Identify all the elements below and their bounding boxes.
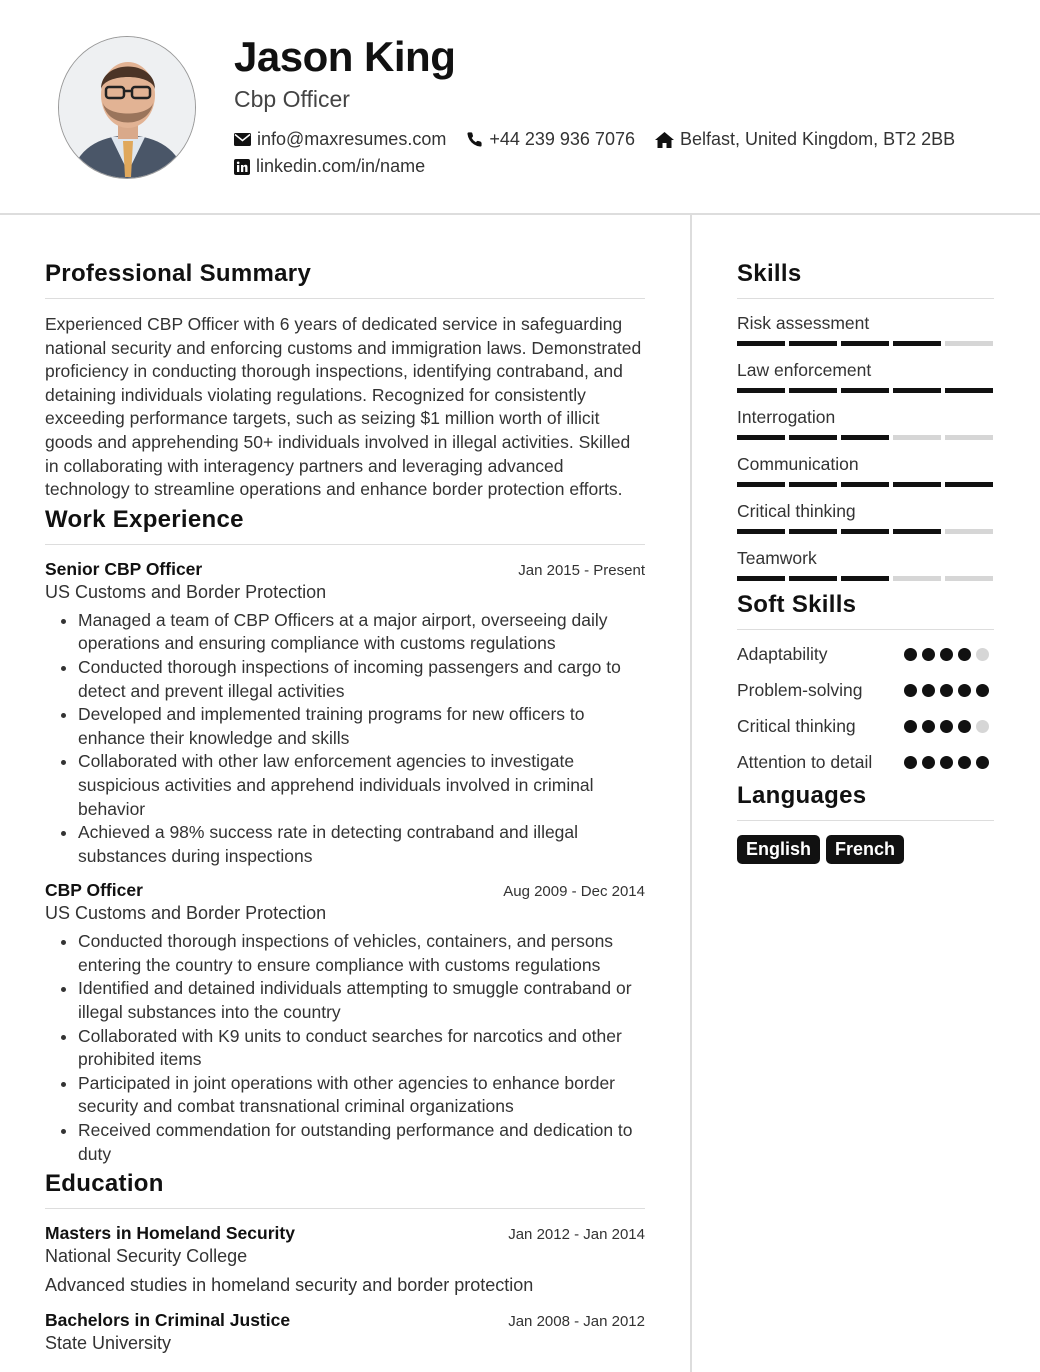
job-organization: US Customs and Border Protection [45,581,327,602]
profile-photo [58,36,196,179]
education-date: Jan 2012 - Jan 2014 [508,1226,645,1244]
skill-level-segment [789,529,837,534]
language-tag: English [737,835,820,864]
person-photo-icon [59,37,196,179]
skills-list [737,313,994,581]
skill-level-segment [841,435,889,440]
skill-label: Teamwork [737,548,817,568]
job-bullet: • Participated in joint operations with other agencies to enhance border security and combat transnational criminal organizations [78,1072,645,1119]
skill-level-segment [945,482,993,487]
skill-item [737,407,994,440]
skill-level-segment [789,388,837,393]
rating-dot [922,648,935,661]
contact-phone[interactable] [466,129,635,150]
soft-skills-heading: Soft Skills [737,591,994,630]
languages-list [737,835,994,864]
skill-level-segment [737,341,785,346]
rating-dot [976,648,989,661]
skill-level-segment [893,482,941,487]
skill-level-segment [789,576,837,581]
soft-skill-item [737,714,994,738]
home-icon [655,132,674,148]
language-tag: French [826,835,904,864]
skill-level-segment [945,341,993,346]
degree-title: Masters in Homeland Security [45,1223,295,1244]
skills-heading: Skills [737,260,994,299]
sidebar-column [737,260,994,864]
soft-skill-item [737,678,994,702]
job-bullet: • Collaborated with K9 units to conduct searches for narcotics and other prohibited items [78,1025,645,1072]
rating-dot [940,684,953,697]
rating-dot [940,648,953,661]
job-bullet: • Conducted thorough inspections of incoming passengers and cargo to detect and prevent illegal activities [78,656,645,703]
job-bullet: • Collaborated with other law enforcement agencies to investigate suspicious activities and apprehend individuals involved in criminal behavior [78,750,645,821]
skill-level-segment [945,388,993,393]
soft-skill-label: Attention to detail [737,752,873,772]
skill-level-segment [737,435,785,440]
summary-heading: Professional Summary [45,260,645,299]
soft-skill-label: Critical thinking [737,716,856,736]
skill-level-segment [737,576,785,581]
job-bullets [45,930,645,1166]
soft-skill-rating [904,678,994,702]
skill-level-segment [737,482,785,487]
main-column [45,260,645,1354]
skill-level-segment [789,435,837,440]
rating-dot [940,756,953,769]
skill-level-segment [945,529,993,534]
school-name: State University [45,1333,172,1354]
contact-linkedin[interactable] [234,156,425,177]
skill-level-segment [841,529,889,534]
skill-level-segment [893,529,941,534]
skill-level-segment [945,435,993,440]
soft-skill-rating [904,714,994,738]
skill-item [737,360,994,393]
skill-level-segment [841,388,889,393]
skill-level-segment [737,529,785,534]
linkedin-text: linkedin.com/in/name [256,156,426,176]
rating-dot [976,756,989,769]
contact-email[interactable] [234,129,446,150]
rating-dot [904,756,917,769]
rating-dot [976,720,989,733]
job-bullet: • Identified and detained individuals attempting to smuggle contraband or illegal substances into the country [78,977,645,1024]
rating-dot [958,720,971,733]
soft-skill-item [737,750,994,774]
rating-dot [940,720,953,733]
education-description: Advanced studies in homeland security and border protection [45,1275,534,1296]
skill-level-segment [893,435,941,440]
rating-dot [958,648,971,661]
rating-dot [904,720,917,733]
job-organization: US Customs and Border Protection [45,903,327,924]
school-name: National Security College [45,1246,248,1267]
soft-skill-label: Problem-solving [737,680,863,700]
rating-dot [904,684,917,697]
soft-skill-label: Adaptability [737,644,828,664]
skill-level-bar [737,388,994,393]
education-entry [45,1310,645,1354]
skill-label: Law enforcement [737,360,872,380]
skill-level-bar [737,482,994,487]
envelope-icon [234,133,251,146]
education-entry [45,1223,645,1296]
linkedin-icon [234,159,250,175]
job-bullet: • Achieved a 98% success rate in detecting contraband and illegal substances during inspections [78,821,645,868]
skill-label: Risk assessment [737,313,870,333]
skill-level-segment [893,576,941,581]
skill-level-segment [737,388,785,393]
skill-level-bar [737,341,994,346]
skill-level-bar [737,576,994,581]
skill-level-segment [841,341,889,346]
skill-item [737,454,994,487]
skill-level-segment [841,482,889,487]
contact-address [655,129,955,150]
soft-skill-item [737,642,994,666]
skill-label: Communication [737,454,859,474]
contact-row [234,129,975,150]
job-date: Jan 2015 - Present [518,561,645,579]
skill-label: Critical thinking [737,501,856,521]
job-bullet: • Conducted thorough inspections of vehicles, containers, and persons entering the country to ensure compliance with customs regulations [78,930,645,977]
skill-level-segment [789,341,837,346]
skill-item [737,548,994,581]
candidate-role: Cbp Officer [234,86,350,112]
degree-title: Bachelors in Criminal Justice [45,1310,291,1331]
skill-item [737,313,994,346]
job-bullets [45,609,645,869]
phone-text: +44 239 936 7076 [489,129,635,149]
phone-icon [466,131,483,148]
contact-row [234,156,445,177]
languages-heading: Languages [737,782,994,821]
rating-dot [976,684,989,697]
candidate-name: Jason King [234,33,456,80]
rating-dot [922,720,935,733]
skill-level-bar [737,529,994,534]
soft-skills-list [737,642,994,774]
skill-level-bar [737,435,994,440]
experience-heading: Work Experience [45,506,645,545]
soft-skill-rating [904,642,994,666]
job-title: CBP Officer [45,880,143,901]
address-text: Belfast, United Kingdom, BT2 2BB [679,129,956,149]
skill-level-segment [841,576,889,581]
rating-dot [958,684,971,697]
education-date: Jan 2008 - Jan 2012 [508,1313,645,1331]
skill-level-segment [893,388,941,393]
skill-level-segment [893,341,941,346]
summary-text: Experienced CBP Officer with 6 years of dedicated service in safeguarding national security and enforcing customs and immigration laws. Demonstrated proficiency in conducting thorough inspections, identifying contraband, and detaining individuals violating regulations. Recognized for consistently exceeding performance targets, such as seizing $1 million worth of illicit goods and apprehending 50+ individuals involved in illegal activities. Skilled in collaborating with interagency partners and leveraging advanced technology to streamline operations and enhance border protection efforts. [45,314,642,500]
rating-dot [922,756,935,769]
job-date: Aug 2009 - Dec 2014 [503,883,645,901]
resume-header [0,0,1040,215]
column-divider [690,215,692,1372]
job-bullet: • Developed and implemented training programs for new officers to enhance their knowledge and skills [78,703,645,750]
soft-skill-rating [904,750,994,774]
job-title: Senior CBP Officer [45,558,203,579]
skill-level-segment [789,482,837,487]
rating-dot [904,648,917,661]
email-text: info@maxresumes.com [257,129,447,149]
rating-dot [922,684,935,697]
job-entry [45,559,645,869]
rating-dot [958,756,971,769]
skill-item [737,501,994,534]
job-bullet: • Managed a team of CBP Officers at a major airport, overseeing daily operations and ensuring compliance with customs regulations [78,609,645,656]
job-entry [45,880,645,1166]
job-bullet: • Received commendation for outstanding performance and dedication to duty [78,1119,645,1166]
skill-label: Interrogation [737,407,836,427]
skill-level-segment [945,576,993,581]
education-heading: Education [45,1170,645,1209]
